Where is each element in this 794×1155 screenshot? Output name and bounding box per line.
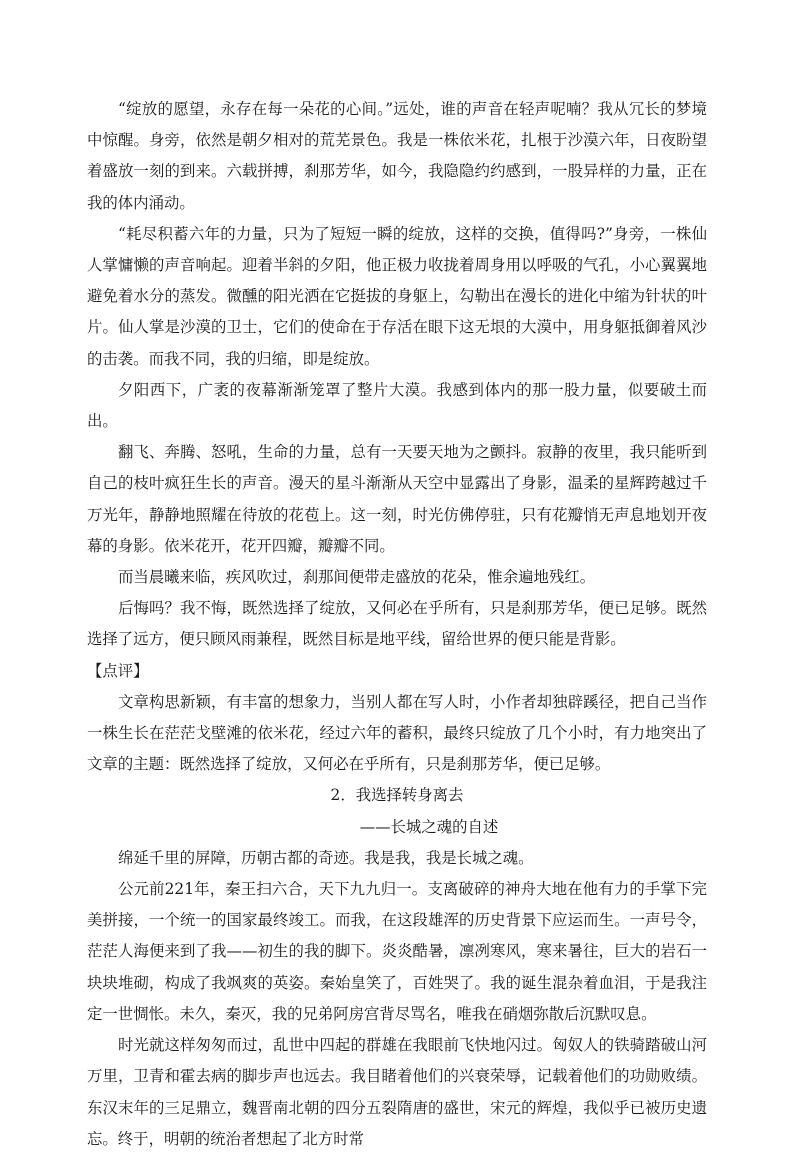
paragraph: 公元前221年，秦王扫六合，天下九九归一。支离破碎的神舟大地在他有力的手掌下完美拼接，一个统一的国家最终竣工。而我，在这段雄浑的历史背景下应运而生。一声号令，茫茫人海便来到了我——初生的我的脚下。炎炎酷暑，凛冽寒风，寒来暑往，巨大的岩石一块块堆砌，构成了我飒爽的英姿。秦始皇笑了，百姓哭了。我的诞生混杂着血泪，于是我注定一世惆怅。未久，秦灭，我的兄弟阿房宫背尽骂名，唯我在硝烟弥散后沉默叹息。 xyxy=(87,880,707,1023)
paragraph: 而当晨曦来临，疾风吹过，刹那间便带走盛放的花朵，惟余遍地残红。 xyxy=(118,568,596,587)
paragraph: 翻飞、奔腾、怒吼，生命的力量，总有一天要天地为之颤抖。寂静的夜里，我只能听到自己的枝叶疯狂生长的声音。漫天的星斗渐渐从天空中显露出了身影，温柔的星辉跨越过千万光年，静静地照耀在待放的花苞上。这一刻，时光仿佛停驻，只有花瓣悄无声息地划开夜幕的身影。依米花开，花开四瓣，瓣瓣不同。 xyxy=(87,443,707,555)
paragraph: 时光就这样匆匆而过，乱世中四起的群雄在我眼前飞快地闪过。匈奴人的铁骑踏破山河万里，卫青和霍去病的脚步声也远去。我目睹着他们的兴衰荣辱，记载着他们的功勋败绩。东汉末年的三足鼎立，魏晋南北朝的四分五裂隋唐的盛世，宋元的辉煌，我似乎已被历史遗忘。终于，明朝的统治者想起了北方时常 xyxy=(87,1036,707,1148)
essay-title: 2．我选择转身离去 xyxy=(330,786,464,805)
paragraph: 夕阳西下，广袤的夜幕渐渐笼罩了整片大漠。我感到体内的那一股力量，似要破土而出。 xyxy=(87,380,707,431)
paragraph: 绵延千里的屏障，历朝古都的奇迹。我是我，我是长城之魂。 xyxy=(118,848,534,867)
document-page xyxy=(87,94,707,1155)
essay-subtitle: ——长城之魂的自述 xyxy=(359,817,499,836)
comment-paragraph: 文章构思新颖，有丰富的想象力，当别人都在写人时，小作者却独辟蹊径，把自己当作一株生长在茫茫戈壁滩的依米花，经过六年的蓄积，最终只绽放了几个小时，有力地突出了文章的主题：既然选择了绽放，又何必在乎所有，只是刹那芳华，便已足够。 xyxy=(87,692,707,774)
paragraph: “绽放的愿望，永存在每一朵花的心间。”远处，谁的声音在轻声呢喃？我从冗长的梦境中惊醒。身旁，依然是朝夕相对的荒芜景色。我是一株依米花，扎根于沙漠六年，日夜盼望着盛放一刻的到来。六载拼搏，刹那芳华，如今，我隐隐约约感到，一股异样的力量，正在我的体内涌动。 xyxy=(87,100,707,212)
paragraph: 后悔吗？我不悔，既然选择了绽放，又何必在乎所有，只是刹那芳华，便已足够。既然选择了远方，便只顾风雨兼程，既然目标是地平线，留给世界的便只能是背影。 xyxy=(87,599,707,649)
comment-heading: 【点评】 xyxy=(87,661,149,680)
paragraph: “耗尽积蓄六年的力量，只为了短短一瞬的绽放，这样的交换，值得吗?”身旁，一株仙人掌慵懒的声音响起。迎着半斜的夕阳，他正极力收拢着周身用以呼吸的气孔，小心翼翼地避免着水分的蒸发。微醺的阳光洒在它挺拔的身躯上，勾勒出在漫长的进化中缩为针状的叶片。仙人掌是沙漠的卫士，它们的使命在于存活在眼下这无垠的大漠中，用身躯抵御着风沙的击袭。而我不同，我的归缩，即是绽放。 xyxy=(87,224,707,368)
